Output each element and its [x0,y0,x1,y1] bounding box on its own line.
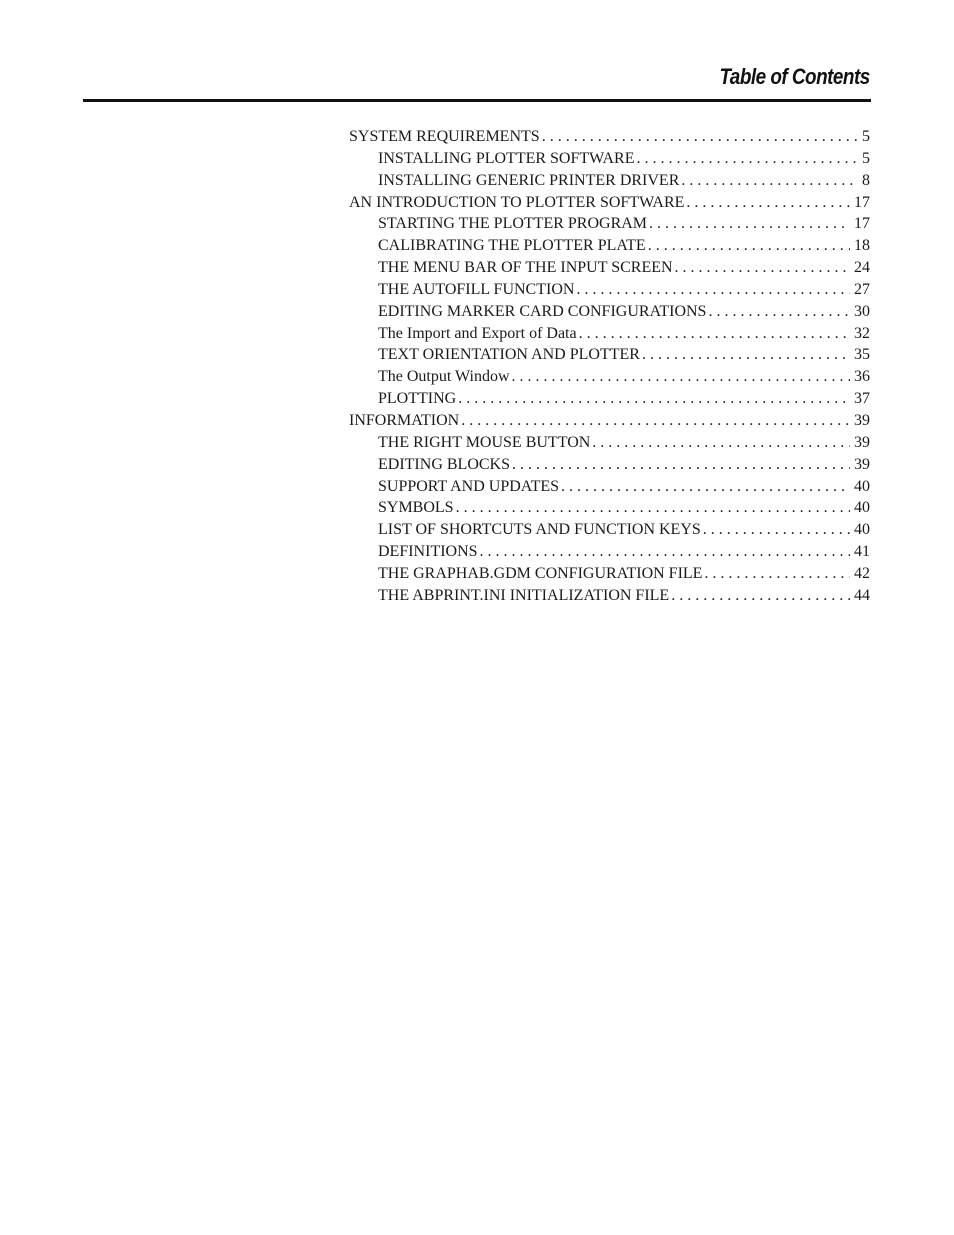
toc-entry-page-number: 17 [854,193,870,211]
toc-entry[interactable] [349,454,870,476]
page-title: Table of Contents [719,64,870,89]
toc-entry[interactable] [349,497,870,519]
toc-dot-leader [561,476,850,498]
toc-dot-leader [461,410,850,432]
toc-entry-title: LIST OF SHORTCUTS AND FUNCTION KEYS [378,521,701,539]
toc-dot-leader [512,366,851,388]
toc-entry-title: The Import and Export of Data [378,324,577,342]
toc-dot-leader [681,170,858,192]
toc-entry-page-number: 5 [862,128,870,145]
header-divider [83,99,871,102]
toc-entry-page-number: 35 [854,346,870,364]
toc-entry[interactable] [349,213,870,235]
toc-entry-page-number: 5 [862,149,870,167]
toc-entry[interactable] [349,148,870,170]
toc-entry[interactable] [349,585,870,607]
toc-entry[interactable] [349,432,870,454]
toc-entry-title: THE AUTOFILL FUNCTION [378,280,575,298]
toc-entry[interactable] [349,519,870,541]
toc-entry-page-number: 39 [854,411,870,429]
toc-entry-title: THE RIGHT MOUSE BUTTON [378,433,591,451]
toc-entry[interactable] [349,235,870,257]
toc-dot-leader [686,192,850,214]
toc-entry-title: SUPPORT AND UPDATES [378,477,560,495]
toc-entry[interactable] [349,563,870,585]
toc-dot-leader [642,344,850,366]
toc-entry[interactable] [349,410,870,432]
toc-entry-page-number: 40 [854,477,870,495]
toc-entry[interactable] [349,170,870,192]
toc-entry[interactable] [349,344,870,366]
toc-entry-title: EDITING BLOCKS [378,455,510,473]
toc-entry-title: INSTALLING PLOTTER SOFTWARE [378,149,635,167]
toc-entry[interactable] [349,279,870,301]
toc-entry-title: SYMBOLS [378,499,454,517]
toc-entry-title: TEXT ORIENTATION AND PLOTTER [378,346,640,364]
toc-entry-title: INFORMATION [349,411,460,429]
toc-dot-leader [542,126,858,148]
toc-entry-page-number: 24 [854,259,870,277]
toc-entry-title: The Output Window [378,368,510,386]
toc-entry[interactable] [349,388,870,410]
toc-dot-leader [648,235,850,257]
toc-entry-title: THE GRAPHAB.GDM CONFIGURATION FILE [378,564,703,582]
toc-entry-page-number: 32 [854,324,870,342]
toc-dot-leader [512,454,850,476]
toc-entry-title: THE MENU BAR OF THE INPUT SCREEN [378,259,673,277]
toc-entry-page-number: 36 [854,368,870,386]
toc-entry[interactable] [349,126,870,148]
toc-dot-leader [703,519,850,541]
toc-entry-page-number: 30 [854,302,870,320]
toc-entry-page-number: 27 [854,280,870,298]
toc-entry-title: PLOTTING [378,390,457,408]
toc-dot-leader [671,585,850,607]
toc-entry[interactable] [349,541,870,563]
toc-entry-title: EDITING MARKER CARD CONFIGURATIONS [378,302,707,320]
toc-dot-leader [458,388,850,410]
toc-entry-page-number: 39 [854,433,870,451]
toc-entry-page-number: 41 [854,543,870,561]
toc-entry[interactable] [349,323,870,345]
toc-dot-leader [704,563,850,585]
toc-dot-leader [708,301,850,323]
toc-entry[interactable] [349,476,870,498]
toc-entry-title: SYSTEM REQUIREMENTS [349,128,540,145]
toc-entry-page-number: 18 [854,237,870,255]
toc-entry[interactable] [349,366,870,388]
toc-dot-leader [480,541,850,563]
toc-entry[interactable] [349,257,870,279]
toc-entry-title: THE ABPRINT.INI INITIALIZATION FILE [378,586,670,604]
table-of-contents [349,126,870,607]
toc-entry-page-number: 17 [854,215,870,233]
toc-dot-leader [636,148,858,170]
toc-entry-page-number: 37 [854,390,870,408]
toc-dot-leader [456,497,850,519]
toc-dot-leader [675,257,850,279]
toc-entry-title: STARTING THE PLOTTER PROGRAM [378,215,648,233]
toc-entry-page-number: 42 [854,564,870,582]
toc-entry[interactable] [349,301,870,323]
toc-entry-page-number: 40 [854,521,870,539]
toc-dot-leader [579,323,850,345]
toc-dot-leader [576,279,850,301]
toc-entry-title: DEFINITIONS [378,543,478,561]
toc-dot-leader [592,432,850,454]
toc-entry-title: AN INTRODUCTION TO PLOTTER SOFTWARE [349,193,685,211]
toc-entry-page-number: 39 [854,455,870,473]
toc-dot-leader [649,213,850,235]
toc-entry-page-number: 8 [862,171,870,189]
toc-entry-page-number: 40 [854,499,870,517]
toc-entry[interactable] [349,192,870,214]
toc-entry-page-number: 44 [854,586,870,604]
toc-entry-title: INSTALLING GENERIC PRINTER DRIVER [378,171,680,189]
toc-entry-title: CALIBRATING THE PLOTTER PLATE [378,237,646,255]
